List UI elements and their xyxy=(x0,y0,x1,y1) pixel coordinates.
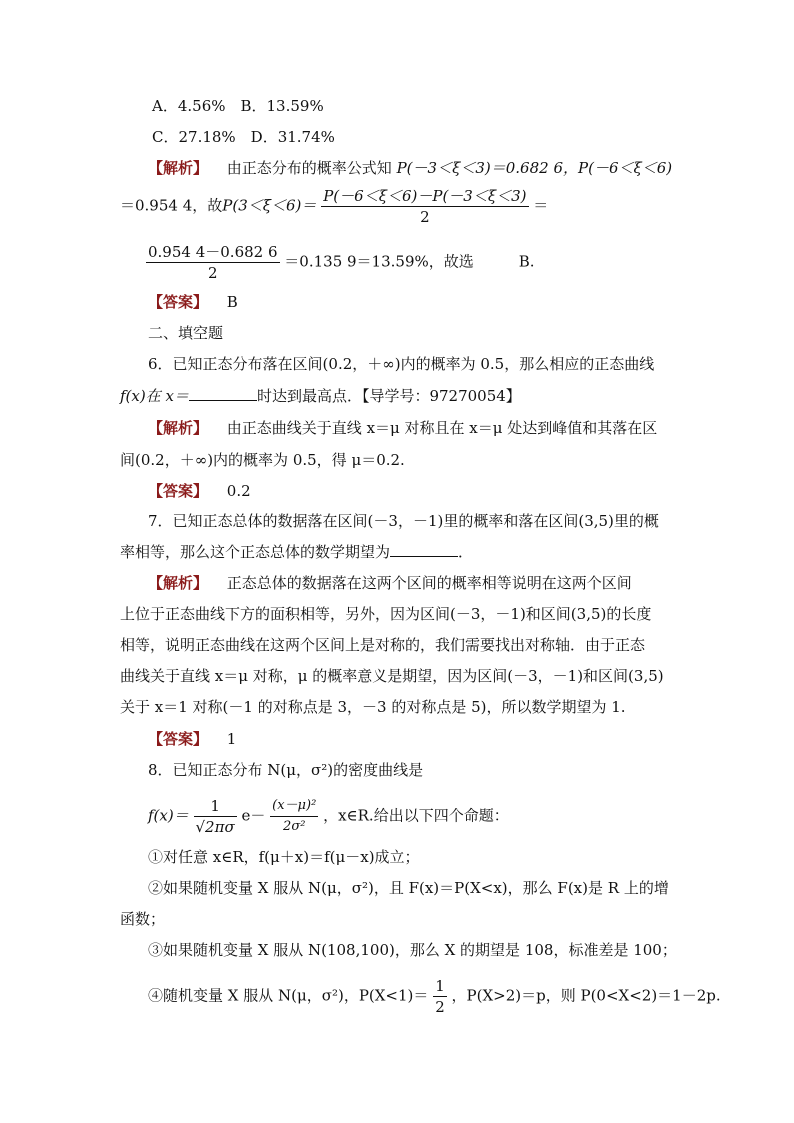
formula-coefficient xyxy=(194,796,237,837)
q7-answer-blank[interactable] xyxy=(390,556,458,557)
analysis-equals: ＝ xyxy=(533,196,549,215)
analysis-text: 由正态分布的概率公式知 xyxy=(226,159,392,177)
formula-tail: ，x∈R.给出以下四个命题： xyxy=(323,806,509,825)
q7-analysis-line1 xyxy=(148,573,632,593)
q6-line1: 6．已知正态分布落在区间(0.2，＋∞)内的概率为 0.5，那么相应的正态曲线 xyxy=(148,355,655,373)
q5-analysis-line3 xyxy=(146,242,535,283)
analysis-lhs: P(3＜ξ＜6)＝ xyxy=(222,196,317,215)
formula-exponent-base: e－ xyxy=(241,806,266,825)
answer-value: 0.2 xyxy=(226,482,251,500)
analysis-prefix: ＝0.954 4，故 xyxy=(120,196,223,215)
q7-answer xyxy=(148,729,236,749)
q6-analysis-line2: 间(0.2，＋∞)内的概率为 0.5，得 μ＝0.2. xyxy=(120,451,405,469)
fraction-denominator: 2 xyxy=(420,208,430,226)
q6-analysis-line1 xyxy=(148,418,657,438)
q7-analysis-line2: 上位于正态曲线下方的面积相等，另外，因为区间(－3，－1)和区间(3,5)的长度 xyxy=(120,605,652,623)
item4-fraction xyxy=(433,976,447,1017)
q6-text-a: f(x)在 x＝ xyxy=(120,387,189,405)
q8-item3: ③如果随机变量 X 服从 N(108,100)，那么 X 的期望是 108，标准差是 100； xyxy=(148,941,677,959)
q8-item2-line2: 函数； xyxy=(120,910,166,928)
q8-item1: ①对任意 x∈R，f(μ＋x)＝f(μ－x)成立； xyxy=(148,848,420,866)
analysis-result: ＝0.135 9＝13.59%，故选 B. xyxy=(284,252,535,271)
q8-item2-line1: ②如果随机变量 X 服从 N(μ，σ²)，且 F(x)＝P(X<x)，那么 F(x)是 R 上的增 xyxy=(148,879,669,897)
q6-line2 xyxy=(120,386,521,406)
fraction-denominator: 2σ² xyxy=(283,819,306,834)
fraction-denominator: 2 xyxy=(207,264,218,282)
fraction-numerator: P(－6＜ξ＜6)－P(－3＜ξ＜3) xyxy=(323,187,527,205)
fraction-denominator: √2πσ xyxy=(195,818,235,836)
q5-options-line2: C．27.18% D．31.74% xyxy=(152,128,335,146)
q8-density-formula xyxy=(148,796,509,837)
q5-options-line1: A．4.56% B．13.59% xyxy=(152,97,324,115)
q7-text-b: ． xyxy=(458,543,474,561)
analysis-fraction-1 xyxy=(321,186,528,227)
analysis-tag: 【解析】 xyxy=(148,159,209,177)
item4-text-a: ④随机变量 X 服从 N(μ，σ²)，P(X<1)＝ xyxy=(148,986,429,1005)
q7-line2 xyxy=(120,542,473,562)
analysis-formula: P(－3＜ξ＜3)＝0.682 6，P(－6＜ξ＜6) xyxy=(396,159,673,177)
answer-tag: 【答案】 xyxy=(148,730,209,748)
fraction-numerator: 1 xyxy=(435,977,445,995)
q5-answer xyxy=(148,292,238,312)
q6-answer-blank[interactable] xyxy=(189,400,257,401)
q5-analysis-line1 xyxy=(148,158,672,178)
item4-text-b: ，P(X>2)＝p，则 P(0<X<2)＝1－2p. xyxy=(451,986,721,1005)
q6-answer xyxy=(148,481,251,501)
q7-text-a: 率相等，那么这个正态总体的数学期望为 xyxy=(120,543,391,561)
q6-text-b: 时达到最高点．【导学号：97270054】 xyxy=(256,387,521,405)
q7-line1: 7．已知正态总体的数据落在区间(－3，－1)里的概率和落在区间(3,5)里的概 xyxy=(148,512,659,530)
analysis-text: 由正态曲线关于直线 x＝μ 对称且在 x＝μ 处达到峰值和其落在区 xyxy=(226,419,658,437)
answer-tag: 【答案】 xyxy=(148,482,209,500)
analysis-fraction-2 xyxy=(146,242,280,283)
section-title: 二、填空题 xyxy=(148,324,224,342)
q7-analysis-line5: 关于 x＝1 对称(－1 的对称点是 3，－3 的对称点是 5)，所以数学期望为 1. xyxy=(120,698,626,716)
fraction-numerator: 0.954 4－0.682 6 xyxy=(148,243,278,261)
q7-analysis-line4: 曲线关于直线 x＝μ 对称，μ 的概率意义是期望，因为区间(－3，－1)和区间(3,5) xyxy=(120,667,664,685)
answer-value: 1 xyxy=(226,730,237,748)
answer-tag: 【答案】 xyxy=(148,293,209,311)
formula-exponent xyxy=(270,796,318,837)
fraction-numerator: (x－μ)² xyxy=(270,796,318,817)
analysis-text: 正态总体的数据落在这两个区间的概率相等说明在这两个区间 xyxy=(226,574,632,592)
analysis-tag: 【解析】 xyxy=(148,419,209,437)
formula-lhs: f(x)＝ xyxy=(148,806,189,825)
q8-item4 xyxy=(148,976,721,1017)
analysis-tag: 【解析】 xyxy=(148,574,209,592)
fraction-denominator: 2 xyxy=(435,998,445,1016)
q5-analysis-line2 xyxy=(120,186,548,227)
answer-value: B xyxy=(226,293,238,311)
q8-line1: 8．已知正态分布 N(μ，σ²)的密度曲线是 xyxy=(148,761,424,779)
q7-analysis-line3: 相等，说明正态曲线在这两个区间上是对称的，我们需要找出对称轴．由于正态 xyxy=(120,636,646,654)
fraction-numerator: 1 xyxy=(194,796,237,817)
